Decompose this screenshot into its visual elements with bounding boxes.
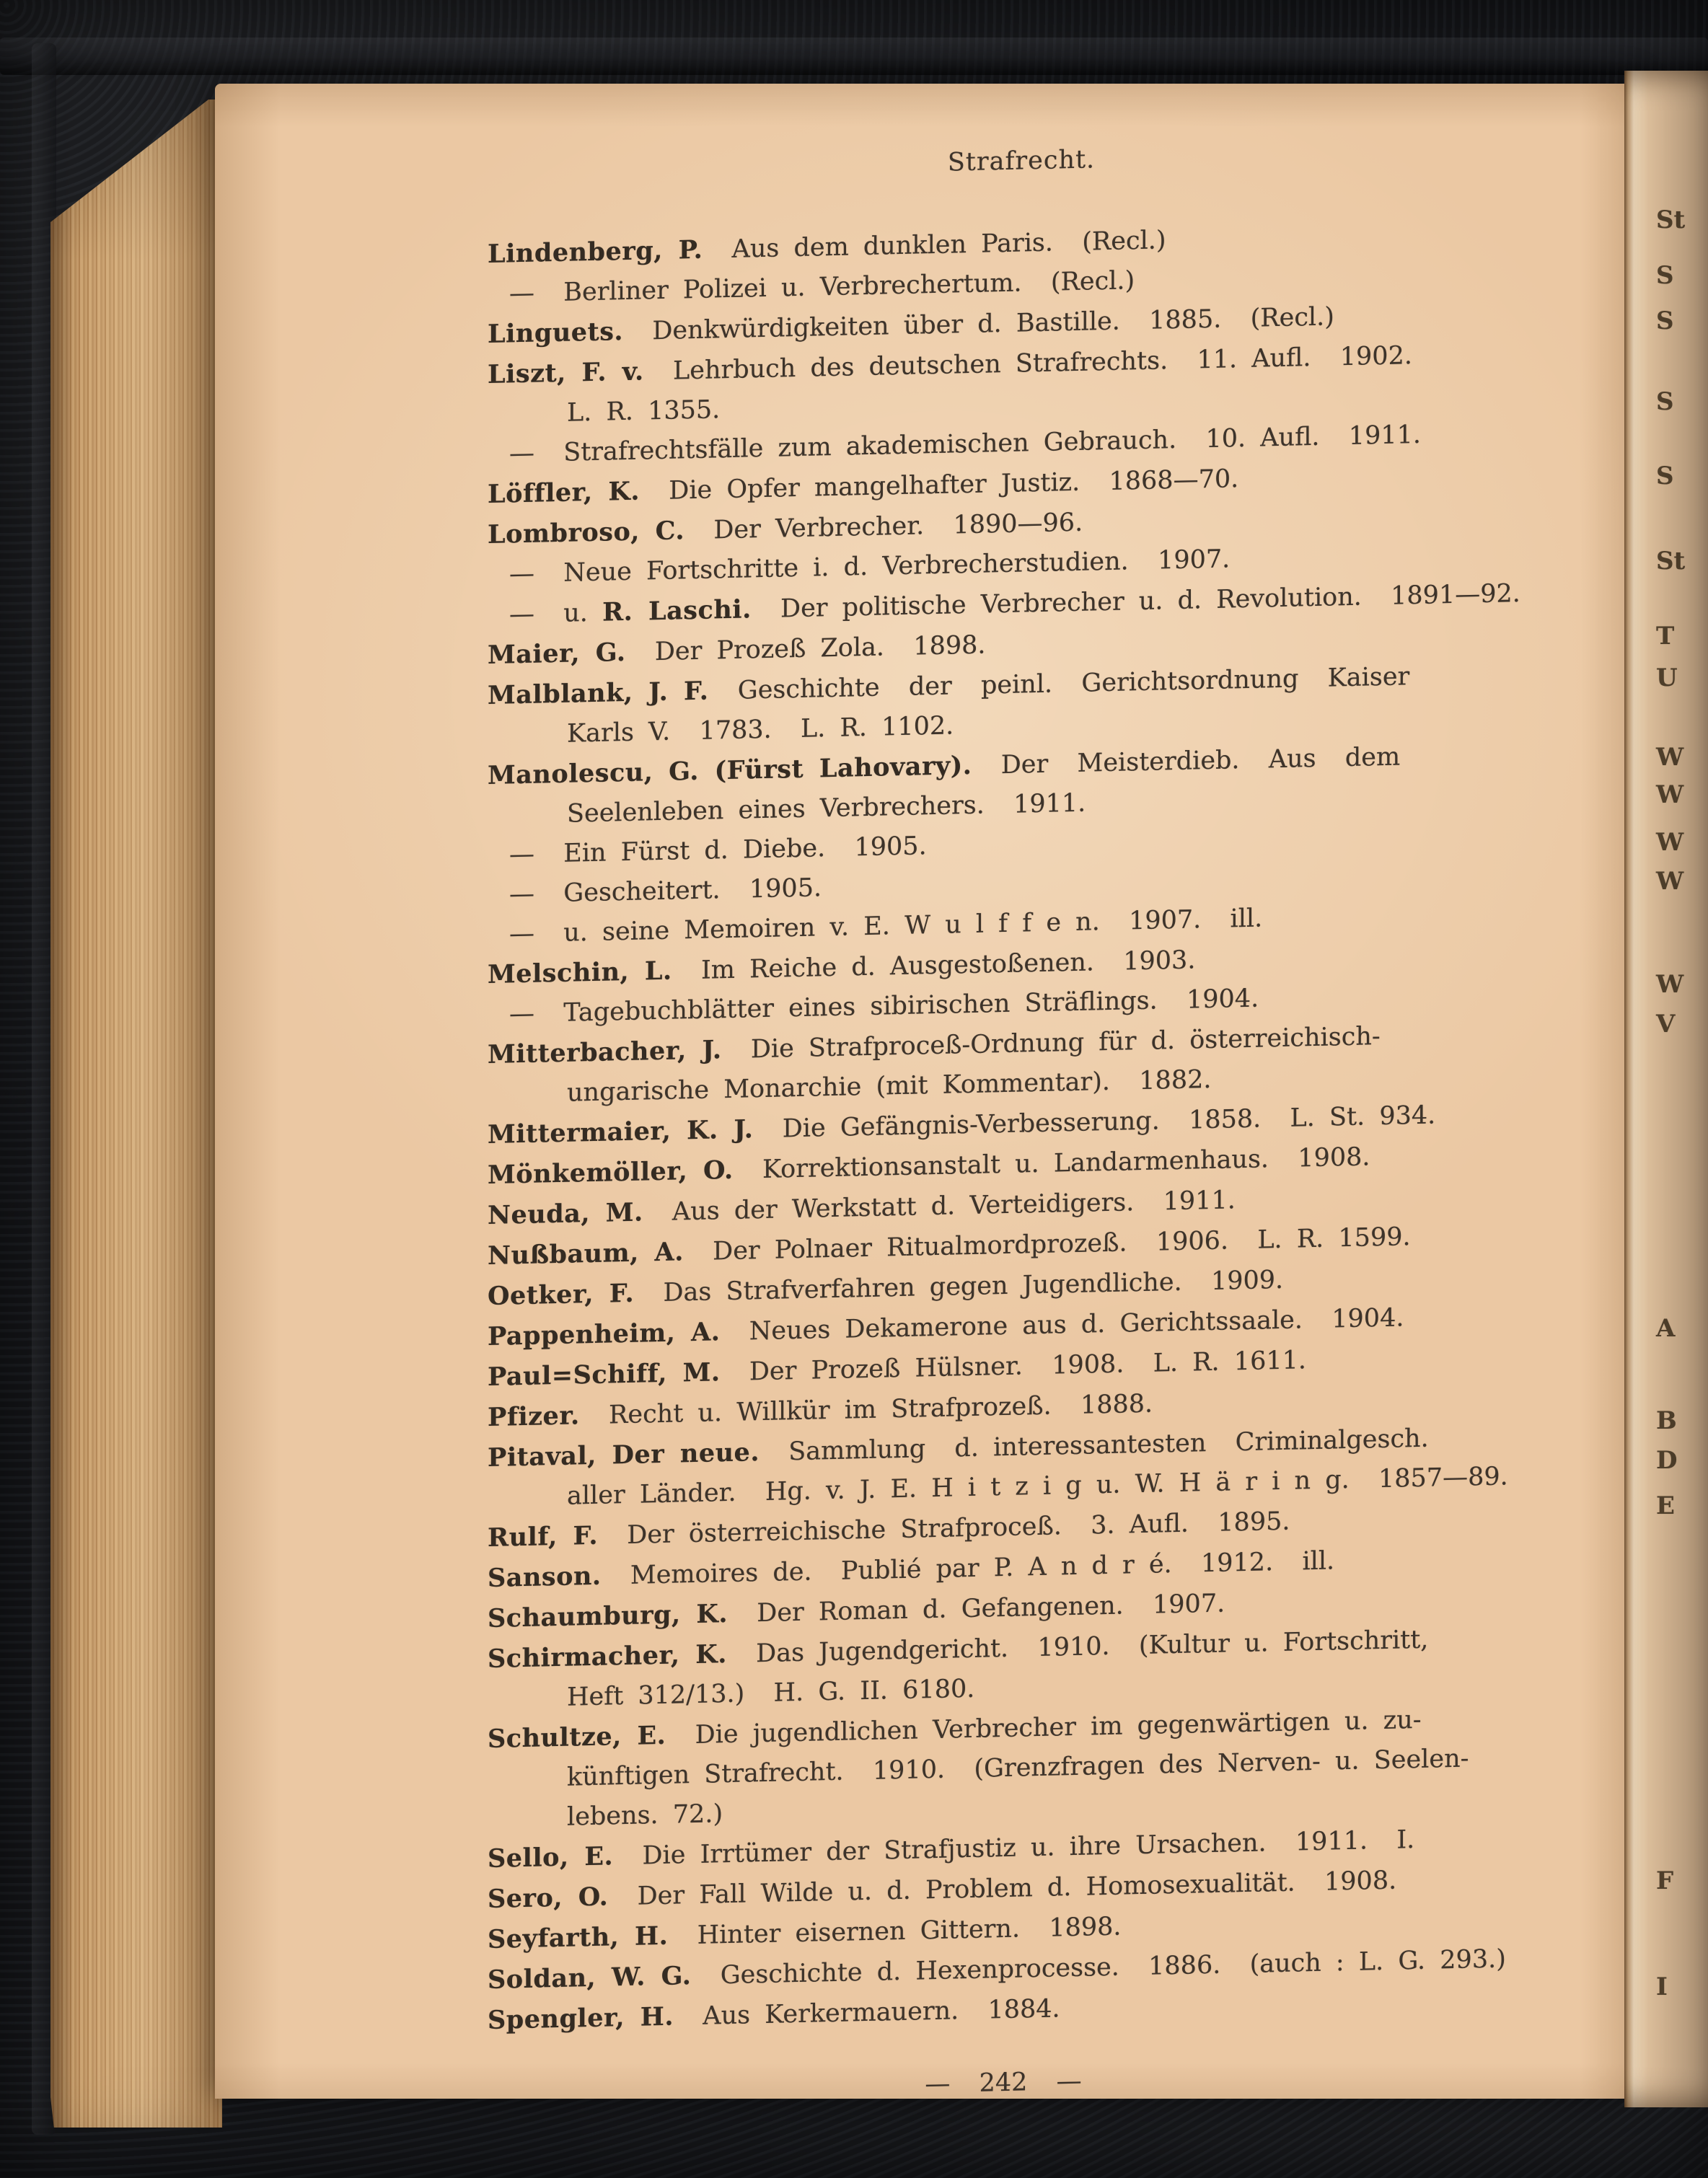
entry-line: Mönkemöller, O. Korrektionsanstalt u. Landarmenhaus. 1908.: [488, 1142, 1370, 1190]
entry-line: Pitaval, Der neue. Sammlung d. interessantesten Criminalgesch.: [488, 1424, 1429, 1473]
next-page-text-fragment: W: [1656, 867, 1684, 896]
entry-line: — Neue Fortschritte i. d. Verbrecherstudien. 1907.: [509, 544, 1231, 589]
entry-line: lebens. 72.): [567, 1799, 723, 1832]
entry-line: Mitterbacher, J. Die Strafproceß-Ordnung für d. österreichisch-: [488, 1022, 1381, 1070]
entry-line: Rulf, F. Der österreichische Strafproceß. 3. Aufl. 1895.: [488, 1507, 1290, 1553]
entry-line: ungarische Monarchie (mit Kommentar). 1882.: [567, 1064, 1212, 1108]
next-page-text-fragment: I: [1656, 1972, 1668, 2001]
entry-line: — Tagebuchblätter eines sibirischen Sträflings. 1904.: [509, 984, 1259, 1029]
entry-line: Seelenleben eines Verbrechers. 1911.: [567, 788, 1086, 829]
entry-line: Manolescu, G. (Fürst Lahovary). Der Meisterdieb. Aus dem: [488, 742, 1401, 790]
entry-line: Heft 312/13.) H. G. II. 6180.: [567, 1674, 975, 1712]
entry-author: Mitterbacher, J.: [488, 1035, 722, 1070]
entry-line: Spengler, H. Aus Kerkermauern. 1884.: [488, 1994, 1060, 2035]
entry-line: — Berliner Polizei u. Verbrechertum. (Recl.): [509, 266, 1135, 309]
entry-line: L. R. 1355.: [567, 395, 721, 428]
repeat-author-dash: —: [509, 879, 534, 909]
next-page-text-fragment: D: [1656, 1446, 1678, 1475]
entry-author: Oetker, F.: [488, 1278, 635, 1311]
entry-line: — Gescheitert. 1905.: [509, 873, 822, 909]
next-page-text-fragment: S: [1656, 261, 1674, 290]
entry-author: Sello, E.: [488, 1841, 614, 1874]
entry-line: Mittermaier, K. J. Die Gefängnis-Verbesserung. 1858. L. St. 934.: [488, 1101, 1436, 1150]
entry-author: Schultze, E.: [488, 1720, 666, 1754]
entry-line: Sero, O. Der Fall Wilde u. d. Problem d. Homosexualität. 1908.: [488, 1866, 1397, 1914]
entry-author: Rulf, F.: [488, 1520, 598, 1553]
entry-author: Sanson.: [488, 1561, 602, 1593]
entry-author: Pappenheim, A.: [488, 1317, 721, 1352]
entry-line: Soldan, W. G. Geschichte d. Hexenprocesse. 1886. (auch : L. G. 293.): [488, 1944, 1506, 1995]
entry-author: Maier, G.: [488, 637, 626, 670]
entry-line: Sanson. Memoires de. Publié par P. A n d r é. 1912. ill.: [488, 1546, 1335, 1593]
entry-author: Malblank, J. F.: [488, 676, 709, 710]
entry-author: Seyfarth, H.: [488, 1921, 669, 1954]
entry-line: Lombroso, C. Der Verbrecher. 1890—96.: [488, 508, 1083, 550]
entry-line: Neuda, M. Aus der Werkstatt d. Verteidigers. 1911.: [488, 1186, 1236, 1230]
next-page-text-fragment: S: [1656, 307, 1674, 335]
entry-author: Spengler, H.: [488, 2001, 674, 2035]
entry-author: Lombroso, C.: [488, 516, 685, 550]
entry-author: Schaumburg, K.: [488, 1599, 728, 1634]
entry-author: R. Laschi.: [602, 594, 752, 627]
next-page-text-fragment: St: [1656, 206, 1686, 234]
entry-line: künftigen Strafrecht. 1910. (Grenzfragen des Nerven- u. Seelen-: [567, 1744, 1469, 1792]
page-number: — 242 —: [925, 2066, 1082, 2099]
next-page-text-fragment: W: [1656, 970, 1684, 999]
entry-line: Seyfarth, H. Hinter eisernen Gittern. 1898.: [488, 1912, 1122, 1954]
entry-line: Paul=Schiff, M. Der Prozeß Hülsner. 1908. L. R. 1611.: [488, 1346, 1306, 1392]
next-page-text-fragment: U: [1656, 663, 1678, 692]
entry-line: Melschin, L. Im Reiche d. Ausgestoßenen. 1903.: [488, 945, 1196, 989]
entry-line: Oetker, F. Das Strafverfahren gegen Jugendliche. 1909.: [488, 1265, 1284, 1311]
entry-author: Mittermaier, K. J.: [488, 1114, 754, 1150]
entry-line: Schaumburg, K. Der Roman d. Gefangenen. 1907.: [488, 1589, 1225, 1634]
entry-line: Malblank, J. F. Geschichte der peinl. Gerichtsordnung Kaiser: [488, 662, 1410, 710]
next-page-text-fragment: S: [1656, 462, 1674, 490]
entry-line: Liszt, F. v. Lehrbuch des deutschen Strafrechts. 11. Aufl. 1902.: [488, 341, 1412, 389]
entry-line: Sello, E. Die Irrtümer der Strafjustiz u. ihre Ursachen. 1911. I.: [488, 1825, 1415, 1874]
entry-line: Lindenberg, P. Aus dem dunklen Paris. (Recl.): [488, 226, 1166, 269]
entry-line: — u. seine Memoiren v. E. W u l f f e n. 1907. ill.: [509, 904, 1263, 949]
entry-line: — Ein Fürst d. Diebe. 1905.: [509, 832, 927, 870]
entry-line: Karls V. 1783. L. R. 1102.: [567, 711, 954, 749]
repeat-author-dash: —: [509, 599, 534, 630]
next-page-text-fragment: W: [1656, 780, 1684, 809]
entry-line: — Strafrechtsfälle zum akademischen Gebrauch. 10. Aufl. 1911.: [509, 420, 1422, 469]
entry-author: Löffler, K.: [488, 476, 640, 509]
entry-line: Nußbaum, A. Der Polnaer Ritualmordprozeß. 1906. L. R. 1599.: [488, 1222, 1411, 1271]
entry-line: Löffler, K. Die Opfer mangelhafter Justiz. 1868—70.: [488, 464, 1239, 509]
entry-author: Lindenberg, P.: [488, 234, 703, 269]
entry-line: aller Länder. Hg. v. J. E. H i t z i g u. W. H ä r i n g. 1857—89.: [567, 1462, 1508, 1511]
entry-author: Pitaval, Der neue.: [488, 1437, 760, 1473]
repeat-author-dash: —: [509, 999, 534, 1029]
repeat-author-dash: —: [509, 278, 534, 309]
entry-author: Paul=Schiff, M.: [488, 1357, 721, 1392]
next-page-text-fragment: S: [1656, 387, 1674, 416]
next-page-text-fragment: A: [1656, 1314, 1676, 1343]
next-page-text-fragment: W: [1656, 828, 1684, 857]
entry-author: Linguets.: [488, 317, 624, 349]
entry-line: — u. R. Laschi. Der politische Verbrecher u. d. Revolution. 1891—92.: [509, 579, 1520, 630]
entry-line: Schultze, E. Die jugendlichen Verbrecher im gegenwärtigen u. zu-: [488, 1705, 1422, 1754]
next-page-text-fragment: B: [1656, 1406, 1677, 1435]
entry-line: Schirmacher, K. Das Jugendgericht. 1910. (Kultur u. Fortschritt,: [488, 1625, 1429, 1674]
entry-author: Nußbaum, A.: [488, 1237, 684, 1271]
repeat-author-dash: —: [509, 438, 534, 469]
entry-author: Pfizer.: [488, 1401, 580, 1432]
next-page-text-fragment: W: [1656, 743, 1684, 772]
repeat-author-dash: —: [509, 839, 534, 870]
entry-author: Melschin, L.: [488, 956, 672, 989]
repeat-author-dash: —: [509, 559, 534, 589]
repeat-author-dash: —: [509, 919, 534, 949]
entry-line: Pappenheim, A. Neues Dekamerone aus d. Gerichtssaale. 1904.: [488, 1303, 1404, 1352]
entry-author: Manolescu, G. (Fürst Lahovary).: [488, 750, 972, 790]
entry-author: Mönkemöller, O.: [488, 1155, 734, 1190]
entry-line: Maier, G. Der Prozeß Zola. 1898.: [488, 630, 986, 670]
entry-line: Linguets. Denkwürdigkeiten über d. Bastille. 1885. (Recl.): [488, 302, 1334, 349]
entry-author: Soldan, W. G.: [488, 1961, 692, 1995]
entry-author: Neuda, M.: [488, 1197, 643, 1230]
next-page-text-fragment: F: [1656, 1866, 1674, 1895]
entry-author: Sero, O.: [488, 1882, 609, 1914]
next-page-text-fragment: T: [1656, 622, 1675, 651]
next-page-text-fragment: V: [1656, 1010, 1676, 1039]
entry-line: Pfizer. Recht u. Willkür im Strafprozeß. 1888.: [488, 1389, 1153, 1432]
section-heading: Strafrecht.: [947, 145, 1096, 177]
next-page-text-fragment: St: [1656, 547, 1686, 576]
next-page-text-fragment: E: [1656, 1491, 1675, 1520]
entry-author: Liszt, F. v.: [488, 356, 644, 389]
entry-author: Schirmacher, K.: [488, 1639, 727, 1674]
